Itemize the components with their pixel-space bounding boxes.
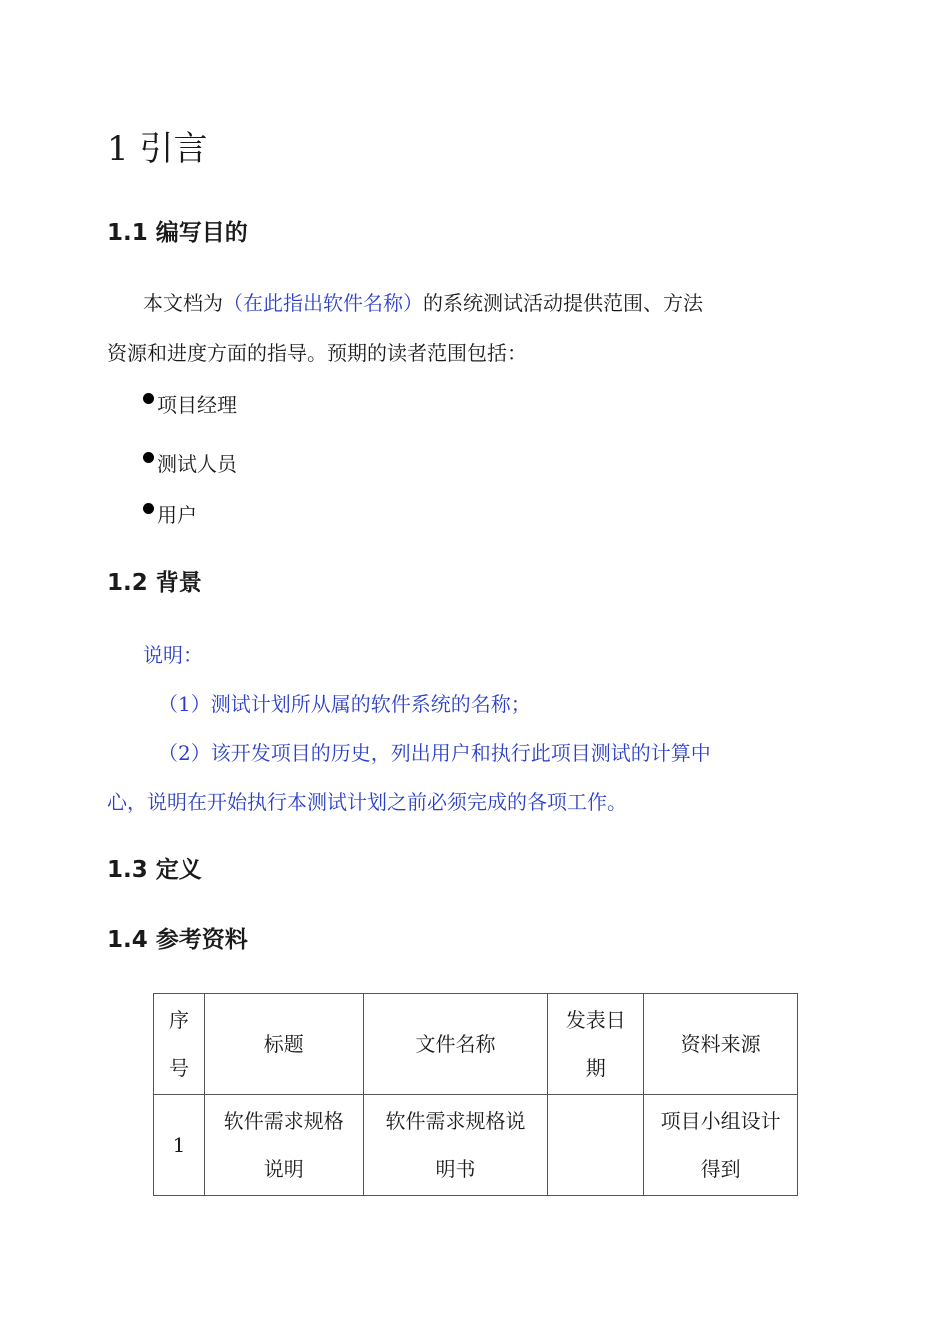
list-item-label: 用户 xyxy=(157,503,197,527)
references-table xyxy=(153,993,798,1196)
bullet-icon xyxy=(143,393,154,404)
header-cell-source: 资料来源 xyxy=(644,994,798,1095)
background-item-2-line2: 心，说明在开始执行本测试计划之前必须完成的各项工作。 xyxy=(107,790,627,814)
heading-purpose: 1.1 编写目的 xyxy=(107,220,248,246)
header-cell-date: 发表日 期 xyxy=(548,994,644,1095)
purpose-text-before: 本文档为 xyxy=(143,291,223,315)
cell-filename: 软件需求规格说 明书 xyxy=(363,1095,548,1196)
heading-introduction: 1 引言 xyxy=(107,129,208,169)
bullet-icon xyxy=(143,503,154,514)
table-row xyxy=(154,1095,798,1196)
purpose-paragraph-line1 xyxy=(143,288,703,318)
background-label: 说明： xyxy=(143,643,203,667)
background-item-1: （1）测试计划所从属的软件系统的名称； xyxy=(158,692,531,716)
list-item xyxy=(143,448,237,479)
header-cell-number: 序 号 xyxy=(154,994,205,1095)
cell-date xyxy=(548,1095,644,1196)
list-item-label: 项目经理 xyxy=(157,393,237,417)
cell-title: 软件需求规格 说明 xyxy=(204,1095,363,1196)
header-cell-filename: 文件名称 xyxy=(363,994,548,1095)
cell-number: 1 xyxy=(154,1095,205,1196)
cell-source: 项目小组设计 得到 xyxy=(644,1095,798,1196)
purpose-paragraph-line2: 资源和进度方面的指导。预期的读者范围包括： xyxy=(107,341,527,365)
background-item-2-line1: （2）该开发项目的历史，列出用户和执行此项目测试的计算中 xyxy=(158,741,711,765)
software-name-placeholder: （在此指出软件名称） xyxy=(223,291,423,315)
header-cell-title: 标题 xyxy=(204,994,363,1095)
purpose-text-after: 的系统测试活动提供范围、方法 xyxy=(423,291,703,315)
list-item xyxy=(143,499,197,530)
table-header-row xyxy=(154,994,798,1095)
list-item xyxy=(143,389,237,420)
heading-definitions: 1.3 定义 xyxy=(107,857,202,883)
heading-background: 1.2 背景 xyxy=(107,570,202,596)
list-item-label: 测试人员 xyxy=(157,452,237,476)
heading-references: 1.4 参考资料 xyxy=(107,927,248,953)
bullet-icon xyxy=(143,452,154,463)
